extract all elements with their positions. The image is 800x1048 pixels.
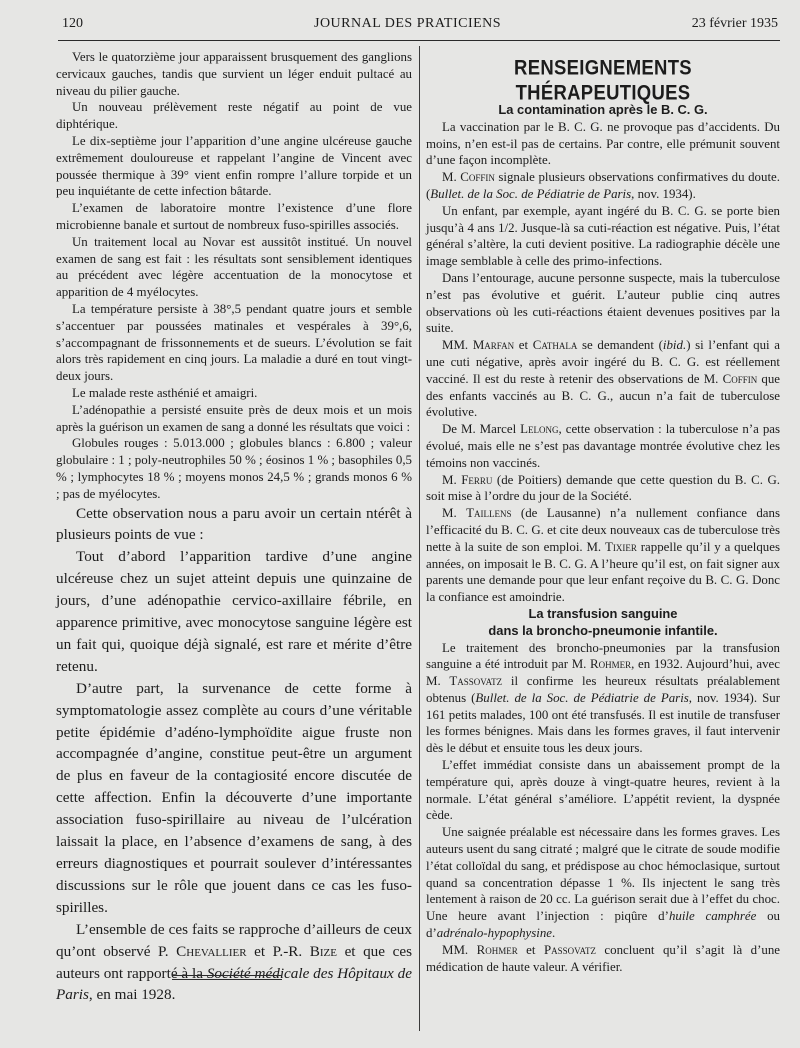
paragraph: Un nouveau prélèvement reste négatif au point de vue diphtérique. xyxy=(56,100,412,132)
paragraph: Cette observation nous a paru avoir un certain ntérêt à plusieurs points de vue : xyxy=(56,504,412,544)
column-divider xyxy=(419,46,420,1031)
author-name: Marfan xyxy=(472,338,515,353)
journal-reference: Société médicale des Hôpitaux de Paris xyxy=(56,964,412,1004)
paragraph: L’examen de laboratoire montre l’existence d’une flore microbienne banale et surtout de nombreux fuso-spirilles associés. xyxy=(56,201,412,232)
end-rule xyxy=(172,975,282,976)
author-name: Coffin xyxy=(722,371,758,386)
author-name: Ferru xyxy=(461,472,493,487)
author-name: Bize xyxy=(309,942,337,960)
paragraph: La température persiste à 38°,5 pendant quatre jours et semble s’accentuer par poussées matinales et vespérales à 39°,6, s’accompagnant de frissonnements et de sueurs. L’évolution se fait alors très rapidement en cinq jours. La maladie a duré en tout vingt-deux jours. xyxy=(56,301,412,384)
article-bcg xyxy=(426,119,780,606)
author-name: Passovatz xyxy=(543,942,596,957)
page-number: 120 xyxy=(62,16,83,31)
author-name: Cathala xyxy=(532,338,578,353)
article-subtitle: La contamination après le B. C. G. xyxy=(498,102,708,117)
issue-date: 23 février 1935 xyxy=(691,16,778,31)
final-paragraph: L’ensemble de ces faits se rapproche d’ailleurs de ceux qu’ont observé P. Chevallier et P.-R. Bize et que ces auteurs ont rapporté à la Société médicale des Hôpitaux de Paris, en mai 1928. xyxy=(56,920,412,1004)
paragraph: L’adénopathie a persisté ensuite près de deux mois et un mois après la guérison un examen de sang a donné les résultats que voici : xyxy=(56,402,412,434)
paragraph: La vaccination par le B. C. G. ne provoque pas d’accidents. Du moins, n’en est-il pas de certains. Par contre, elle prémunit souvent d’une façon incomplète. xyxy=(426,119,780,168)
discussion xyxy=(56,503,412,1007)
end-rule xyxy=(172,979,282,980)
author-name: Rohmer xyxy=(590,657,632,672)
paragraph: De M. Marcel Lelong, cette observation : la tuberculose n’a pas évolué, mais elle ne s’est pas davantage montrée évolutive chez les témoins non vaccinés. xyxy=(426,422,780,470)
author-name: Coffin xyxy=(460,170,495,185)
paragraph: Dans l’entourage, aucune personne suspecte, mais la tuberculose n’est pas évolutive et guérit. L’auteur publie cinq autres observations où les cuti-réactions étaient devenues positives par la suite. xyxy=(426,270,780,336)
paragraph: M. Taillens (de Lausanne) n’a nullement confiance dans l’efficacité du B. C. G. et cite deux nouveaux cas de tuberculose très nette à la suite de son emploi. M. Tixier rappelle qu’il y a quelques années, on imposait le B. C. G. A l’heure qu’il est, on fait signer aux parents une demande pour que leur enfant reçoive du B. C. G. Donc la confiance est amoindrie. xyxy=(426,506,780,605)
paragraph: Une saignée préalable est nécessaire dans les formes graves. Les auteurs usent du sang citraté ; malgré que le citrate de soude modifie l’état colloïdal du sang, et prédispose au choc hémoclasique, surtout quand sa concentration dépasse 1 %. Ils injectent le sang très lentement à raison de 20 cc. La guérison serait due à l’effet du choc. Une heure avant l’injection : piqûre d’huile camphrée ou d’adrénalo-hypophysine. xyxy=(426,825,780,941)
author-name: Taillens xyxy=(466,506,512,521)
right-column xyxy=(426,54,781,975)
paragraph: MM. Marfan et Cathala se demandent (ibid.) si l’enfant qui a une cuti négative, après avoir ingéré du B. C. G. est réellement vacciné. Il est du reste à retenir des observations de M. Coffin que des enfants vaccinés au B. C. G., aucun n’a fait de tuberculose évolutive. xyxy=(426,338,781,420)
blood-count-paragraph: Globules rouges : 5.013.000 ; globules blancs : 6.800 ; valeur globulaire : 1 ; poly-neutrophiles 50 % ; éosinos 1 % ; basophiles 0,5 % ; lymphocytes 18 % ; moyens monos 24,5 % ; grands monos 6 % ; pas de myélocytes. xyxy=(56,436,412,501)
paragraph: Le malade reste asthénié et amaigri. xyxy=(72,385,258,400)
article-subtitle: La transfusion sanguine dans la broncho-pneumonie infantile. xyxy=(488,605,718,638)
case-report xyxy=(56,49,412,503)
section-title: RENSEIGNEMENTS THÉRAPEUTIQUES xyxy=(514,54,692,105)
paragraph: Le traitement des broncho-pneumonies par la transfusion sanguine a été introduit par M. Rohmer, en 1932. Aujourd’hui, avec M. Tassovatz il confirme les heureux résultats préalablement obtenus (Bullet. de la Soc. de Pédiatrie de Paris, nov. 1934). Sur 161 petits malades, 100 ont été transfusés. Il est inutile de transfuser les formes bénignes. Mais dans les formes graves, il faut intervenir dès le début et ensuite tous les deux jours. xyxy=(426,640,780,756)
paragraph: MM. Rohmer et Passovatz concluent qu’il s’agit là d’une médication de haute valeur. A vérifier. xyxy=(426,942,780,974)
journal-reference: Bullet. de la Soc. de Pédiatrie de Paris xyxy=(475,690,689,705)
paragraph: M. Coffin signale plusieurs observations confirmatives du doute. (Bullet. de la Soc. de Pédiatrie de Paris, nov. 1934). xyxy=(426,170,780,201)
paragraph: M. Ferru (de Poitiers) demande que cette question du B. C. G. soit mise à l’ordre du jour de la Société. xyxy=(426,472,780,504)
paragraph: D’autre part, la survenance de cette forme à symptomatologie assez complète au cours d’une véritable petite épidémie d’adéno-lymphoïdite aigue fruste non accompagnée d’angine, constitue peut-être un argument de plus en faveur de la contagiosité encore discutée de cette affection. Enfin la découverte d’une importante association fuso-spirillaire au niveau de l’ulcération laissait la place, en l’absence d’examens de sang, à des erreurs diagnostiques et pourrait soulever d’intéressantes discussions sur le rôle que jouent dans ce cas les fuso-spirilles. xyxy=(56,679,412,916)
author-name: Tassovatz xyxy=(449,674,503,689)
author-name: Tixier xyxy=(605,539,637,554)
author-name: Chevallier xyxy=(176,942,247,960)
author-name: Rohmer xyxy=(476,942,518,957)
paragraph: L’effet immédiat consiste dans un abaissement prompt de la température qui, après douze à vingt-quatre heures, revient à la normale. L’état général s’améliore. L’appétit revient, la dyspnée cède. xyxy=(426,758,780,823)
journal-title: JOURNAL DES PRATICIENS xyxy=(314,16,502,31)
journal-reference: Bullet. de la Soc. de Pédiatrie de Paris xyxy=(430,186,632,201)
paragraph: Un traitement local au Novar est aussitôt institué. Un nouvel examen de sang est fait : les résultats sont sensiblement identiques au précédent avec légère accentuation de la monocytose et apparition de 4 myélocytes. xyxy=(56,234,412,300)
left-column xyxy=(56,49,412,1006)
paragraph: Tout d’abord l’apparition tardive d’une angine ulcéreuse chez un sujet atteint depuis une quinzaine de jours, d’une adénopathie cervico-axillaire fébrile, en apparence primitive, avec monocytose sanguine légère est un fait qui, quoique déjà signalé, est rare et mérite d’être retenu. xyxy=(56,548,412,675)
author-name: Lelong xyxy=(520,422,559,437)
paragraph: Un enfant, par exemple, ayant ingéré du B. C. G. se porte bien jusqu’à 4 ans 1/2. Jusque-là sa cuti-réaction est négative. Puis, l’état général s’altère, la cuti devient positive. La radiographie décèle une image semblable à celle des primo-infections. xyxy=(426,203,780,269)
article-transfusion xyxy=(426,640,780,976)
header-rule xyxy=(58,40,780,41)
paragraph: Vers le quatorzième jour apparaissent brusquement des ganglions cervicaux gauches, tandis que survient un léger enduit pultacé au niveau du pilier gauche. xyxy=(56,50,412,98)
page-header xyxy=(58,14,778,38)
paragraph: Le dix-septième jour l’apparition d’une angine ulcéreuse gauche extrêmement douloureuse et rappelant l’angine de Vincent avec poussée thermique à 39° vient enfin rompre l’allure torpide et un peu inquiétante de cette infection bâtarde. xyxy=(56,133,412,199)
